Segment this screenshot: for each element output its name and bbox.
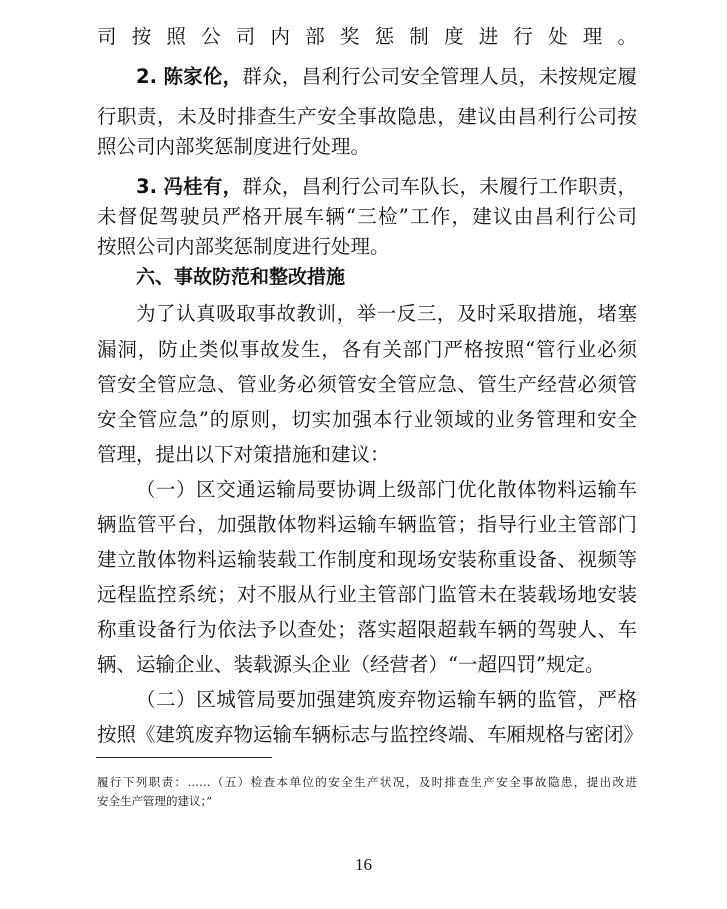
footnote-line: 安全生产管理的建议；”	[97, 794, 213, 808]
page-number: 16	[355, 855, 372, 874]
body-text: 未督促驾驶员严格开展车辆“三检”工作，建议由昌利行公司	[97, 205, 637, 228]
body-text: （一）区交通运输局要协调上级部门优化散体物料运输车	[136, 478, 637, 501]
body-text: 司按照公司内部奖惩制度进行处理。	[97, 25, 637, 48]
body-line	[97, 581, 637, 609]
item-number: 3.	[136, 175, 157, 198]
body-text: 群众，昌利行公司车队长，未履行工作职责，	[242, 175, 637, 198]
body-text: 安全管应急”的原则，切实加强本行业领域的业务管理和安全	[97, 408, 637, 431]
body-line	[97, 103, 637, 131]
body-line	[97, 336, 637, 364]
footnote-separator	[96, 757, 272, 758]
body-line	[136, 173, 637, 201]
body-line	[97, 511, 637, 539]
body-line	[97, 406, 637, 434]
body-line	[97, 133, 637, 161]
body-line	[97, 23, 637, 51]
section-heading: 六、事故防范和整改措施	[136, 266, 346, 288]
body-text: （二）区城管局要加强建筑废弃物运输车辆的监管，严格	[136, 688, 637, 711]
body-line	[97, 616, 637, 644]
body-text: 管安全管应急、管业务必须管安全管应急、管生产经营必须管	[97, 373, 637, 396]
body-text: 按照《建筑废弃物运输车辆标志与监控终端、车厢规格与密闭》	[97, 723, 644, 746]
body-line	[136, 686, 637, 714]
body-line	[97, 203, 637, 231]
body-line	[136, 476, 637, 504]
body-line	[97, 546, 637, 574]
body-text: 远程监控系统；对不服从行业主管部门监管未在装载场地安装	[97, 583, 637, 606]
body-text: 称重设备行为依法予以查处；落实超限超载车辆的驾驶人、车	[97, 618, 637, 641]
body-line	[97, 721, 644, 749]
body-text: 为了认真吸取事故教训，举一反三，及时采取措施，堵塞	[136, 302, 637, 325]
body-text: 建立散体物料运输装载工作制度和现场安装称重设备、视频等	[97, 548, 637, 571]
body-text: 按照公司内部奖惩制度进行处理。	[97, 235, 390, 258]
body-text: 辆监管平台，加强散体物料运输车辆监管；指导行业主管部门	[97, 513, 637, 536]
body-line	[136, 63, 637, 91]
body-text: 辆、运输企业、装载源头企业（经营者）“一超四罚”规定。	[97, 653, 605, 676]
item-number: 2.	[136, 65, 157, 88]
body-line	[97, 651, 637, 679]
body-line	[97, 233, 637, 261]
body-text: 漏洞，防止类似事故发生，各有关部门严格按照“管行业必须	[97, 338, 637, 361]
body-text: 管理，提出以下对策措施和建议：	[97, 443, 390, 466]
body-text: 照公司内部奖惩制度进行处理。	[97, 135, 371, 158]
body-text: 群众，昌利行公司安全管理人员，未按规定履	[242, 65, 637, 88]
body-text: 行职责，未及时排查生产安全事故隐患，建议由昌利行公司按	[97, 105, 637, 128]
footnote-line: 履行下列职责：……（五）检查本单位的安全生产状况，及时排查生产安全事故隐患，提出改进	[97, 775, 637, 789]
person-name: 陈家伦，	[163, 65, 243, 88]
body-line	[136, 300, 637, 328]
body-line	[97, 441, 637, 469]
body-line	[97, 371, 637, 399]
person-name: 冯桂有，	[163, 175, 243, 198]
